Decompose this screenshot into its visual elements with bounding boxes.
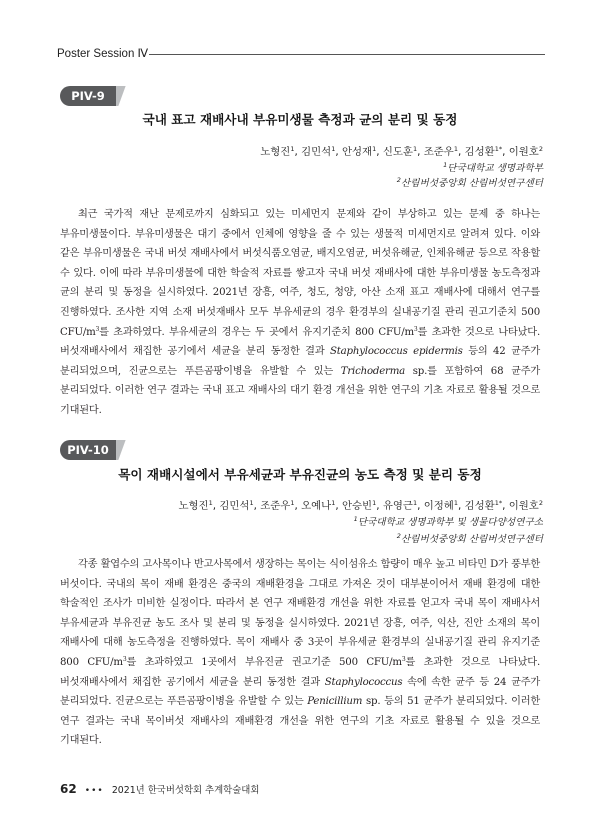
author-name: 조준우 (260, 500, 291, 512)
author-mark: 1 (249, 499, 254, 507)
author-mark: 1 (208, 499, 213, 507)
text-run: 등의 42 균주가 분리되었으며, 진균으로는 푸른곰팡이병을 유발할 수 있는 (60, 346, 541, 377)
species-name: Penicillium (307, 696, 363, 708)
abstract-badge-1 (60, 86, 124, 106)
affiliation-2a (354, 514, 543, 528)
author-list-2: 노형진$^1$, 김민석$^1$, 조준우$^1$, 오예나$^1$, 안승빈$^1$, 유영근$^1$, 이정혜$^1$, 김성환$^{1*}$, 이원호$^2$ (178, 499, 543, 512)
text-run: 를 초과하였다. 부유세균의 경우는 두 곳에서 유지기준치 800 CFU/m (99, 326, 414, 338)
author-mark: 1 (372, 145, 377, 153)
author-mark: 1 (290, 145, 295, 153)
author-mark: 1 (412, 499, 418, 507)
author-mark: 1 (331, 499, 336, 507)
affiliation-text: 단국대학교 생명과학부 및 생물다양성연구소 (357, 517, 543, 528)
author-name: 노형진 (178, 500, 209, 512)
affiliation-text: 단국대학교 생명과학부 (447, 163, 543, 174)
text-run: 속에 속한 균주 등 24 균주가 분리되었다. 진균으로는 푸른곰팡이병을 유발할 수 있는 (60, 676, 540, 708)
affiliation-mark: 2 (396, 176, 401, 184)
species-name: Staphylococcus (324, 676, 403, 688)
abstract-paragraph (60, 205, 540, 421)
session-label: Poster Session Ⅳ (57, 48, 149, 60)
author-name: 안승빈 (341, 500, 373, 512)
abstract-title-2: 목이 재배시설에서 부유세균과 부유진균의 농도 측정 및 분리 동정 (118, 467, 482, 482)
author-name: 이원호 (508, 500, 539, 512)
superscript: 3 (122, 655, 127, 663)
author-name: 조준우 (423, 146, 454, 158)
author-mark: 1* (494, 145, 503, 153)
affiliation-2b (397, 531, 543, 545)
species-name: Trichoderma (340, 365, 406, 377)
text-run: 를 초과하였고 1곳에서 부유진균 권고기준 500 CFU/m (126, 656, 402, 668)
affiliation-1a (443, 160, 543, 174)
author-name: 오예나 (301, 500, 332, 512)
affiliation-mark: 1 (443, 161, 448, 169)
author-mark: 1 (453, 145, 458, 153)
running-header (57, 46, 545, 60)
author-name: 김민석 (301, 146, 332, 158)
text-run: 를 초과한 것으로 나타났다. 버섯재배사에서 채집한 공기에서 세균을 분리 동정한 결과 (60, 326, 540, 358)
abstract-title-1: 국내 표고 재배사내 부유미생물 측정과 균의 분리 및 동정 (142, 112, 458, 127)
affiliation-text: 산림버섯중앙회 산림버섯연구센터 (400, 178, 543, 189)
badge-label: PIV-10 (67, 443, 109, 457)
abstract-body-2 (60, 555, 540, 751)
author-name: 이정혜 (423, 500, 454, 512)
page-footer (60, 778, 260, 796)
abstract-paragraph (60, 555, 540, 751)
author-name: 유영근 (382, 500, 413, 512)
author-name: 이원호 (508, 146, 539, 158)
header-rule (149, 54, 545, 55)
affiliation-1b (397, 175, 543, 189)
affiliation-text: 산림버섯중앙회 산림버섯연구센터 (400, 534, 543, 545)
author-name: 신도훈 (382, 146, 413, 158)
author-name: 안성재 (341, 146, 373, 158)
author-name: 김민석 (219, 500, 250, 512)
affiliation-mark: 2 (396, 532, 401, 540)
text-run: 각종 활엽수의 고사목이나 반고사목에서 생장하는 목이는 식이섬유소 함량이 매우 높고 비타민 D가 풍부한 버섯이다. 국내의 목이 재배 환경은 중국의 재배환경을 그대로 가져온 것이 대부분이어서 재배 환경에 대한 학술적인 조사가 미비한 실정이다. 따라서 본 연구 재배환경 개선을 위한 자료를 얻고자 국내 목이 재배사서 부유세균과 부유진균 농도 조사 및 분리 및 동정을 실시하였다. 2021년 장흥, 여주, 익산, 진안 소재의 목이 재배사에 대해 농도측정을 진행하였다. 목이 재배사 중 3곳이 부유세균 환경부의 실내공기질 관리 유지기준 800 CFU/m (60, 559, 540, 668)
abstract-badge-2 (60, 440, 124, 460)
event-name: 2021년 한국버섯학회 추계학술대회 (111, 785, 260, 796)
affiliation-mark: 1 (353, 515, 358, 523)
footer-dots: ••• (84, 786, 104, 796)
text-run: sp.를 포함하여 68 균주가 분리되었다. 이러한 연구 결과는 국내 표고 재배사의 대기 환경 개선을 위한 연구의 기초 자료로 활용될 것으로 기대된다. (60, 365, 540, 416)
author-mark: 1* (494, 499, 503, 507)
author-list-1: 노형진$^1$, 김민석$^1$, 안성재$^1$, 신도훈$^1$, 조준우$^1$, 김성환$^{1*}$, 이원호$^2$ (260, 145, 543, 158)
species-name: Staphylococcus epidermis (329, 346, 463, 358)
superscript: 3 (413, 325, 418, 333)
badge-label: PIV-9 (71, 89, 105, 103)
author-mark: 1 (412, 145, 418, 153)
superscript: 3 (95, 325, 100, 333)
author-mark: 1 (453, 499, 458, 507)
page-number: 62 (60, 782, 77, 796)
author-name: 김성환 (464, 146, 495, 158)
text-run: 를 초과한 것으로 나타났다. 버섯재배사에서 채집한 공기에서 세균을 분리 동정한 결과 (60, 656, 540, 688)
author-mark: 2 (538, 145, 543, 153)
author-name: 노형진 (260, 146, 291, 158)
text-run: 최근 국가적 재난 문제로까지 심화되고 있는 미세먼지 문제와 같이 부상하고 있는 문제 중 하나는 부유미생물이다. 부유미생물은 대기 중에서 인체에 영향을 줄 수 있는 생물적 미세먼지로 알려져 있다. 이와 같은 부유미생물은 국내 버섯 재배사에서 버섯식품오염균, 배지오염균, 버섯유해균, 인체유해균 등으로 작용할 수 있다. 이에 따라 부유미생물에 대한 학술적 자료를 쌓고자 국내 버섯 재배사에 대한 부유미생물 농도측정과 균의 분리 및 동정을 실시하였다. 2021년 장흥, 여주, 청도, 청양, 아산 소재 표고 재배사에 대해서 연구를 진행하였다. 조사한 지역 소재 버섯재배사 모두 부유세균의 경우 환경부의 실내공기질 관리 권고기준치 500 CFU/m (60, 209, 540, 338)
superscript: 3 (401, 655, 406, 663)
author-name: 김성환 (464, 500, 495, 512)
author-mark: 1 (372, 499, 377, 507)
text-run: sp. 등의 51 균주가 분리되었다. 이러한 연구 결과는 국내 목이버섯 재배사의 재배환경 개선을 위한 연구의 기초 자료로 활용될 수 있을 것으로 기대된다. (60, 696, 540, 747)
author-mark: 2 (538, 499, 543, 507)
abstract-body-1 (60, 205, 540, 421)
author-mark: 1 (290, 499, 295, 507)
author-mark: 1 (331, 145, 336, 153)
